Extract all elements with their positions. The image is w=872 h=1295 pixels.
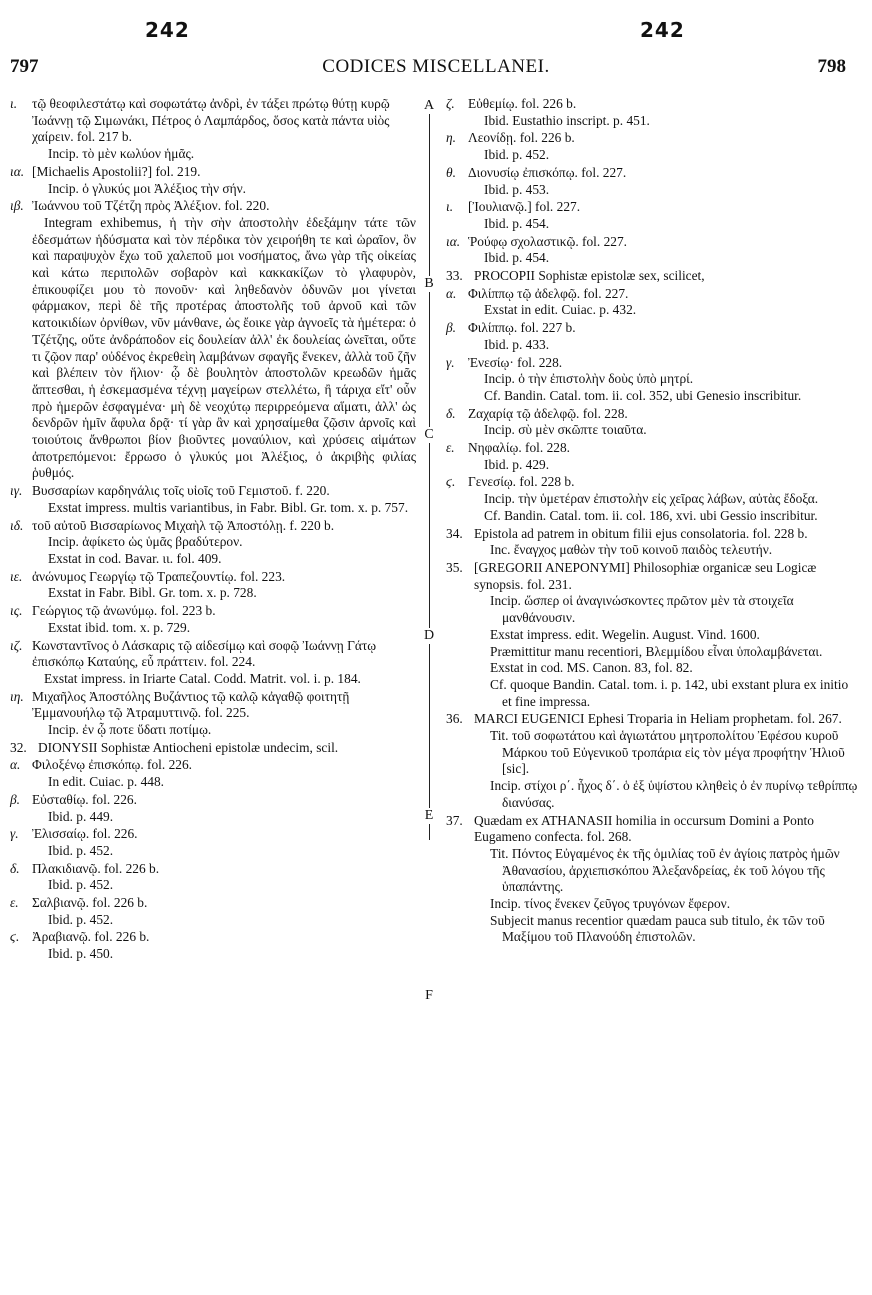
entry-title: Μιχαῆλος Ἀποστόλης Βυζάντιος τῷ καλῷ κἀγαθῷ φοιτητῇ Ἐμμανουήλῳ τῷ Ἀτραμυττινῷ. fol. 225. — [32, 688, 350, 721]
entry-note: Ibid. Eustathio inscript. p. 451. — [484, 112, 650, 128]
entry-text: Exstat impress. in Iriarte Catal. Codd. Matrit. vol. i. p. 184. — [44, 670, 361, 686]
entry-title: Διονυσίῳ ἐπισκόπῳ. fol. 227. — [468, 164, 627, 180]
entry-number: 32. — [10, 739, 27, 755]
catalogue-entry — [446, 268, 860, 285]
entry-number: γ. — [10, 826, 19, 842]
catalogue-entry — [446, 474, 860, 524]
catalogue-entry — [446, 165, 860, 198]
entry-title: Κωνσταντῖνος ὁ Λάσκαρις τῷ αἰδεσίμῳ καὶ σοφῷ Ἰωάννῃ Γάτῳ ἐπισκόπῳ Καταύης, εὖ πράττειν. fol. 224. — [32, 637, 377, 670]
entry-title: Εὐθεμίῳ. fol. 226 b. — [468, 96, 577, 111]
entry-title: Epistola ad patrem in obitum filii ejus consolatoria. fol. 228 b. — [474, 525, 808, 541]
page-number-right: 798 — [817, 56, 846, 77]
entry-number: ιη. — [10, 688, 24, 704]
entry-note: Ibid. p. 452. — [48, 842, 114, 858]
entry-note: Tit. Πόντος Εὐγαμένος ἐκ τῆς ὁμιλίας τοῦ ἐν ἁγίοις πατρὸς ἡμῶν Ἀθανασίου, ἀρχιεπισκόπου Ἀλεξανδρείας, ἐκ τοῦ λόγου τῆς ὑπαπάντης. — [490, 845, 840, 895]
catalogue-entry — [10, 689, 416, 739]
entry-number: ι. — [10, 96, 18, 111]
entry-number: 33. — [446, 268, 463, 284]
catalogue-entry — [446, 355, 860, 405]
entry-title: DIONYSII Sophistæ Antiocheni epistolæ undecim, scil. — [38, 739, 339, 755]
entry-title: Λεονίδῃ. fol. 226 b. — [468, 130, 575, 146]
entry-note: Ibid. p. 453. — [484, 181, 550, 197]
catalogue-entry — [446, 286, 860, 319]
entry-note: Exstat in Fabr. Bibl. Gr. tom. x. p. 728. — [48, 585, 257, 601]
catalogue-entry — [10, 638, 416, 688]
entry-note: Tit. τοῦ σοφωτάτου καὶ ἁγιωτάτου μητροπολίτου Ἐφέσου κυροῦ Μάρκου τοῦ Εὐγενικοῦ τροπάρια εἰς τὸν μέγα προφήτην Ἡλιοῦ [sic]. — [490, 728, 845, 777]
entry-title: Σαλβιανῷ. fol. 226 b. — [32, 895, 148, 911]
catalogue-entry — [10, 483, 416, 516]
entry-number: θ. — [446, 164, 456, 180]
entry-note: Incip. ὥσπερ οἱ ἀναγινώσκοντες πρῶτον μὲν τὰ στοιχεῖα μανθάνουσιν. — [490, 593, 794, 626]
entry-number: δ. — [10, 860, 20, 876]
entry-title: Φιλοξένῳ ἐπισκόπῳ. fol. 226. — [32, 757, 193, 773]
catalogue-entry — [446, 234, 860, 267]
entry-note: Incip. σὺ μὲν σκῶπτε τοιαῦτα. — [484, 422, 647, 438]
entry-title: Γεώργιος τῷ ἀνωνύμῳ. fol. 223 b. — [32, 603, 216, 619]
entry-title: Πλακιδιανῷ. fol. 226 b. — [32, 860, 160, 876]
catalogue-entry — [10, 929, 416, 962]
entry-number: γ. — [446, 354, 455, 370]
catalogue-entry — [10, 757, 416, 790]
entry-note: Ibid. p. 452. — [484, 147, 550, 163]
entry-note: Ibid. p. 452. — [48, 911, 114, 927]
entry-number: ϛ. — [10, 929, 20, 945]
catalogue-entry — [10, 569, 416, 602]
entry-note: Præmittitur manu recentiori, Βλεμμίδου εἶναι ὑπολαμβάνεται. — [490, 643, 823, 659]
entry-number: ε. — [446, 440, 455, 456]
catalogue-entry — [446, 560, 860, 710]
catalogue-entry — [10, 518, 416, 568]
entry-note: Exstat in edit. Cuiac. p. 432. — [484, 302, 637, 318]
entry-title: Ἐλισσαίῳ. fol. 226. — [32, 826, 138, 842]
section-mark: A — [420, 98, 438, 114]
entry-title: Βυσσαρίων καρδηνάλις τοῖς υἱοῖς τοῦ Γεμιστοῦ. f. 220. — [32, 483, 330, 499]
entry-note: Exstat impress. multis variantibus, in Fabr. Bibl. Gr. tom. x. p. 757. — [48, 499, 409, 515]
entry-note: Ibid. p. 450. — [48, 946, 114, 962]
entry-number: ι. — [446, 199, 454, 215]
entry-note: Inc. ἔναγχος μαθὼν τὴν τοῦ κοινοῦ παιδὸς τελευτήν. — [490, 542, 773, 558]
entry-note: Incip. τὸ μὲν κωλύον ἡμᾶς. — [48, 146, 195, 162]
catalogue-entry — [446, 130, 860, 163]
section-mark: F — [420, 988, 438, 1004]
column-divider — [429, 98, 430, 840]
catalogue-entry — [10, 198, 416, 482]
entry-title: Εὐσταθίῳ. fol. 226. — [32, 791, 137, 807]
entry-number: α. — [446, 285, 457, 301]
entry-number: η. — [446, 130, 456, 146]
catalogue-entry — [10, 164, 416, 197]
catalogue-entry — [446, 320, 860, 353]
entry-note: Exstat ibid. tom. x. p. 729. — [48, 619, 191, 635]
entry-title: [Ἰουλιανῷ.] fol. 227. — [468, 199, 581, 215]
entry-note: Ibid. p. 454. — [484, 250, 550, 266]
entry-note: Ibid. p. 429. — [484, 456, 550, 472]
section-mark: E — [420, 808, 438, 824]
entry-note: Cf. Bandin. Catal. tom. ii. col. 352, ubi Genesio inscribitur. — [484, 387, 802, 403]
entry-number: ια. — [10, 163, 25, 179]
catalogue-entry — [10, 603, 416, 636]
catalogue-entry — [10, 826, 416, 859]
entry-note: Ibid. p. 433. — [484, 336, 550, 352]
entry-number: β. — [10, 791, 21, 807]
entry-number: ιγ. — [10, 483, 23, 499]
catalogue-entry — [446, 199, 860, 232]
entry-note: Incip. τὴν ὑμετέραν ἐπιστολὴν εἰς χεῖρας λάβων, αὐτὰς ἔδοξα. — [484, 491, 819, 507]
entry-title: [GREGORII ANEPONYMI] Philosophiæ organicæ seu Logicæ synopsis. fol. 231. — [474, 559, 817, 592]
entry-note: Cf. quoque Bandin. Catal. tom. i. p. 142, ubi exstant plura ex initio et fine impressa. — [490, 676, 849, 709]
entry-title: Φιλίππῳ τῷ ἀδελφῷ. fol. 227. — [468, 285, 629, 301]
entry-title: MARCI EUGENICI Ephesi Troparia in Heliam prophetam. fol. 267. — [474, 711, 842, 727]
entry-number: ϛ. — [446, 474, 456, 490]
entry-number: ιδ. — [10, 517, 24, 533]
entry-title: [Michaelis Apostolii?] fol. 219. — [32, 163, 201, 179]
entry-title: Quædam ex ATHANASII homilia in occursum Domini a Ponto Eugameno confecta. fol. 268. — [474, 812, 814, 845]
entry-title: τῷ θεοφιλεστάτῳ καὶ σοφωτάτῳ ἀνδρὶ, ἐν τάξει πρώτῳ θύτῃ κυρῷ Ἰωάννῃ τῷ Σιμωνάκι, Πέτρος ὁ Λαμπάρδος, ὅσος κατὰ πάντα υἱὸς χαίρειν. fol. 217 b. — [32, 96, 390, 145]
handwritten-folio-left: 242 — [145, 18, 190, 42]
entry-title: Ἐνεσίῳ· fol. 228. — [468, 354, 563, 370]
entry-title: Νηφαλίῳ. fol. 228. — [468, 440, 571, 456]
entry-note: Subjecit manus recentior quædam pauca sub titulo, ἐκ τῶν τοῦ Μαξίμου τοῦ Πλανούδη ἐπιστολῶν. — [490, 912, 825, 945]
entry-note: Cf. Bandin. Catal. tom. ii. col. 186, xvi. ubi Gessio inscribitur. — [484, 507, 818, 523]
entry-note: Exstat in cod. Bavar. ιι. fol. 409. — [48, 550, 222, 566]
right-column — [446, 96, 860, 947]
entry-number: 34. — [446, 525, 463, 541]
catalogue-entry — [10, 895, 416, 928]
entry-number: ιβ. — [10, 198, 24, 214]
section-mark: D — [420, 628, 438, 644]
section-mark: B — [420, 276, 438, 292]
entry-number: ζ. — [446, 96, 455, 111]
entry-title: Ζαχαρίᾳ τῷ ἀδελφῷ. fol. 228. — [468, 405, 628, 421]
entry-note: Ibid. p. 452. — [48, 877, 114, 893]
page-number-left: 797 — [10, 56, 39, 77]
entry-title: ἀνώνυμος Γεωργίῳ τῷ Τραπεζουντίῳ. fol. 223. — [32, 568, 286, 584]
entry-number: β. — [446, 320, 457, 336]
entry-number: ια. — [446, 233, 461, 249]
entry-note: Ibid. p. 449. — [48, 808, 114, 824]
entry-title: Φιλίππῳ. fol. 227 b. — [468, 320, 576, 336]
handwritten-folio-right: 242 — [640, 18, 685, 42]
section-mark: C — [420, 427, 438, 443]
entry-number: 36. — [446, 711, 463, 727]
catalogue-entry — [446, 96, 860, 129]
entry-note: Incip. ἐν ᾧ ποτε ὕδατι ποτίμῳ. — [48, 722, 212, 738]
entry-number: 35. — [446, 559, 463, 575]
catalogue-entry — [10, 792, 416, 825]
catalogue-entry — [446, 711, 860, 811]
entry-note: Exstat in cod. MS. Canon. 83, fol. 82. — [490, 660, 693, 676]
entry-note: Incip. ὁ τὴν ἐπιστολὴν δοὺς ὑπὸ μητρί. — [484, 371, 694, 387]
entry-number: ε. — [10, 895, 19, 911]
entry-note: In edit. Cuiac. p. 448. — [48, 774, 165, 790]
entry-title: τοῦ αὐτοῦ Βισσαρίωνος Μιχαὴλ τῷ Ἀποστόλῃ. f. 220 b. — [32, 517, 335, 533]
catalogue-entry — [446, 526, 860, 559]
entry-title: Ῥούφῳ σχολαστικῷ. fol. 227. — [468, 233, 628, 249]
entry-number: 37. — [446, 812, 463, 828]
left-column — [10, 96, 416, 964]
entry-note: Exstat impress. edit. Wegelin. August. Vind. 1600. — [490, 626, 760, 642]
running-title: CODICES MISCELLANEI. — [322, 56, 550, 77]
entry-note: Incip. τίνος ἕνεκεν ζεῦγος τρυγόνων ἔφερον. — [490, 896, 731, 912]
entry-title: Ἰωάννου τοῦ Τζέτζη πρὸς Ἀλέξιον. fol. 220. — [32, 198, 270, 214]
entry-number: ιζ. — [10, 637, 23, 653]
entry-note: Incip. ὁ γλυκύς μοι Ἀλέξιος τὴν σήν. — [48, 180, 247, 196]
entry-number: α. — [10, 757, 21, 773]
catalogue-entry — [10, 861, 416, 894]
entry-number: δ. — [446, 405, 456, 421]
catalogue-entry — [446, 440, 860, 473]
catalogue-entry — [446, 813, 860, 947]
catalogue-entry — [446, 406, 860, 439]
entry-number: ιε. — [10, 568, 23, 584]
entry-title: PROCOPII Sophistæ epistolæ sex, scilicet, — [474, 268, 705, 284]
entry-note: Incip. ἀφίκετο ὡς ὑμᾶς βραδύτερον. — [48, 534, 243, 550]
entry-note: Incip. στίχοι ρ΄. ἦχος δ΄. ὁ ἐξ ὑψίστου κληθεὶς ὁ ἐν πυρίνῳ τεθρίππῳ διανύσας. — [490, 778, 858, 810]
catalogue-entry — [10, 96, 416, 163]
entry-title: Ἀραβιανῷ. fol. 226 b. — [32, 929, 150, 945]
entry-note: Ibid. p. 454. — [484, 215, 550, 231]
entry-title: Γενεσίῳ. fol. 228 b. — [468, 474, 575, 490]
entry-number: ις. — [10, 603, 23, 619]
catalogue-entry — [10, 740, 416, 757]
entry-text: Integram exhibemus, ἡ τὴν σὴν ἀποστολὴν ἐδεξάμην τάτε τῶν ἐδεσμάτων ἡδύσματα καὶ τὸν πέρδικα τὸν χειροήθη τε καὶ ὡραῖον, ὃν καὶ παραψυχὸν ἔχω τοῦ χαλεποῦ μοι νοσήματος, ἄνω γὰρ τῆς οἰκείας καὶ κάτω περιπολῶν σοβαρὸν καὶ κακκακίζων τὸ γλαφυρὸν, ἐπικουφίζει μου τὸ πονοῦν· καὶ ληθεδανὸν ὀδυνῶν μοι γίνεται φάρμακον, περὶ δὲ τῆς προτέρας ἀποστολῆς τοῦ ἀρνοῦ καὶ τῶν κατοικιδίων ὀρνίθων, νῦν μάνθανε, ὡς ἔοικε γὰρ ἀγνοεῖς τὰ ἡμέτερα: ὁ Τζέτζης, οὔτε ἀνδράποδον εἰς δουλείαν ἀλλ' ἐκ δουλείας ὠνεῖται, οὔτε τι ζῷον παρ' οὐδένος ἐκρεθεὶη λαμβάνων σφαγῆς ἕνεκεν, ἀλλὰ τοῦ ζῆν καὶ βλέπειν τὸν ἥλιον· ᾧ δὲ βουλητὸν ἀποστολῶν κρεωδῶν ἡμᾶς ἅπτεσθαι, ἡ ἐσκεμασμένα τέχνῃ μαγείρων στελλέτω, ἢ τάριχα εἴτ' οὖν πρὸ ἡμερῶν ἐσφαγμένα· μὴ δὲ νεοχύτῳ περιρρεόμενα αἵματι, ἀλλ' ὡς δενδρῶν ἡμῖν ἄφυλα δρᾷ· τί γὰρ ἂν καὶ χρησαίμεθα ζῷσιν ἀρνοῖς καὶ τοιούτοις ἄνθρωποι βίον βιοῦντες μοναύλιον, καὶ χρύσεις αἱμάτων ἀποτρεπόμενοι: ἔρρωσο ὁ γλυκύς μοι Ἀλέξιος, ὁ ἀκριβὴς φιλίας ῥυθμός. — [32, 214, 416, 481]
